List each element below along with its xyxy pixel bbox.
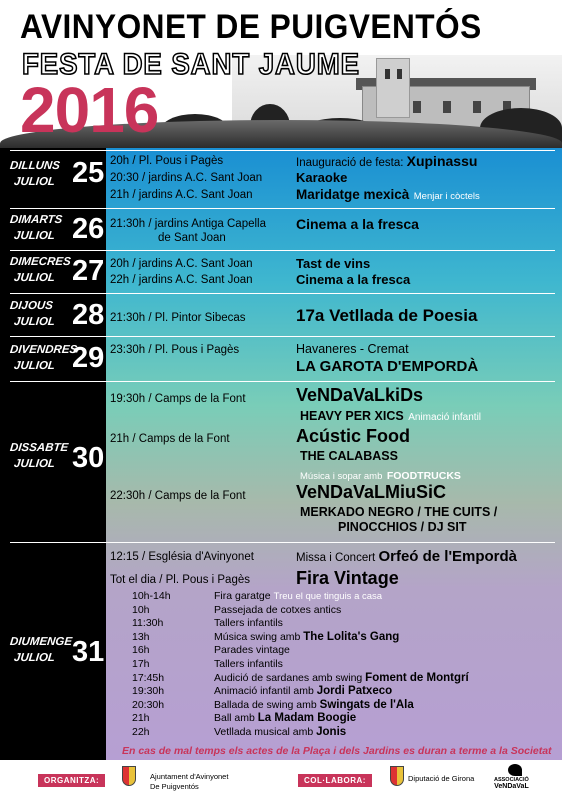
fira-item-time: 21h bbox=[132, 712, 150, 725]
fira-item-time: 17h bbox=[132, 658, 150, 670]
event-note: Animació infantil bbox=[408, 412, 482, 423]
event-title: Xupinassu bbox=[406, 153, 478, 169]
fira-item-time: 10h-14h bbox=[132, 590, 171, 602]
event-note: Música i sopar amb bbox=[300, 471, 383, 482]
fira-item-performer: Jonis bbox=[316, 726, 347, 738]
fira-item-performer: Swingats de l'Ala bbox=[319, 698, 414, 711]
day-separator bbox=[10, 336, 555, 337]
poster-footer bbox=[0, 760, 562, 800]
event-title: Orfeó de l'Empordà bbox=[378, 548, 518, 565]
fira-item-time: 11:30h bbox=[132, 617, 164, 630]
fira-item-text: Música swing amb bbox=[214, 630, 304, 643]
fira-item-text: Ball amb bbox=[214, 712, 258, 725]
fira-item bbox=[214, 631, 399, 643]
event bbox=[296, 153, 477, 171]
fira-item bbox=[214, 672, 469, 684]
fira-item-text: Ballada de swing amb bbox=[214, 698, 320, 711]
organitza-tag: ORGANITZA: bbox=[38, 774, 105, 787]
day-name: DIJOUS bbox=[9, 300, 54, 312]
fira-item bbox=[214, 685, 392, 697]
event-title: Cinema a la fresca bbox=[296, 272, 411, 287]
event-title: Fira Vintage bbox=[296, 568, 399, 588]
event-title: VeNDaVaLMiuSiC bbox=[296, 482, 447, 502]
event-title: Cinema a la fresca bbox=[296, 216, 419, 232]
event-prefix: Missa i Concert bbox=[296, 552, 379, 564]
day-name: DIMARTS bbox=[9, 214, 63, 226]
day-number: 27 bbox=[72, 255, 105, 287]
fira-item-text: Tallers infantils bbox=[214, 617, 283, 630]
event-time: 21:30h / Pl. Pintor Sibecas bbox=[110, 312, 246, 324]
day-month: JULIOL bbox=[13, 316, 56, 328]
schedule bbox=[0, 148, 562, 760]
poster-title: AVINYONET DE PUIGVENTÓS bbox=[20, 8, 482, 46]
day-month: JULIOL bbox=[13, 652, 56, 664]
day-separator bbox=[10, 150, 555, 151]
fira-item-time: 13h bbox=[132, 630, 150, 643]
day-number: 28 bbox=[72, 299, 105, 331]
fira-item bbox=[214, 604, 341, 616]
day-name: DILLUNS bbox=[9, 160, 61, 172]
day-separator bbox=[10, 293, 555, 294]
event-title: Karaoke bbox=[296, 170, 348, 185]
event-subtitle: MERKADO NEGRO / THE CUITS / bbox=[300, 505, 498, 519]
fira-item-time: 19:30h bbox=[132, 685, 165, 698]
fira-item-text: Vetllada musical amb bbox=[214, 726, 317, 738]
event-time-cont: de Sant Joan bbox=[158, 232, 226, 244]
event-time: 22h / jardins A.C. Sant Joan bbox=[110, 274, 253, 286]
day-month: JULIOL bbox=[13, 176, 56, 188]
col-labora-tag: COL·LABORA: bbox=[298, 774, 372, 787]
fira-item-time: 20:30h bbox=[132, 698, 165, 711]
day-name: DIUMENGE bbox=[9, 636, 73, 648]
associacio-line2: VeNDaVaL bbox=[494, 783, 529, 791]
day-name: DIVENDRES bbox=[9, 344, 78, 356]
event-title: Maridatge mexicà bbox=[296, 187, 410, 202]
event-time: 22:30h / Camps de la Font bbox=[110, 490, 246, 502]
fira-item bbox=[214, 658, 283, 670]
event-title: Tast de vins bbox=[296, 256, 371, 271]
fira-item-time: 22h bbox=[132, 726, 150, 738]
event bbox=[296, 548, 517, 566]
event bbox=[296, 186, 480, 204]
event-sub bbox=[300, 407, 481, 425]
fira-item-time: 17:45h bbox=[132, 671, 165, 684]
fira-item bbox=[214, 726, 346, 738]
fira-item bbox=[214, 617, 283, 629]
day-separator bbox=[10, 542, 555, 543]
event-note-bold: FOODTRUCKS bbox=[386, 470, 461, 482]
event-title: LA GAROTA D'EMPORDÀ bbox=[296, 358, 479, 375]
event-time: 20h / Pl. Pous i Pagès bbox=[110, 155, 224, 167]
associacio-label bbox=[494, 777, 529, 791]
fira-item-performer: La Madam Boogie bbox=[257, 712, 357, 725]
fira-item-text: Fira garatge bbox=[214, 590, 271, 602]
event-time: 20:30 / jardins A.C. Sant Joan bbox=[110, 172, 263, 184]
event-time: 12:15 / Església d'Avinyonet bbox=[110, 551, 254, 563]
poster-header bbox=[0, 0, 562, 148]
day-number: 30 bbox=[72, 442, 105, 474]
event-time: 20h / jardins A.C. Sant Joan bbox=[110, 258, 253, 270]
day-separator bbox=[10, 208, 555, 209]
event-note: Menjar i còctels bbox=[413, 191, 480, 202]
day-month: JULIOL bbox=[13, 360, 56, 372]
ajuntament-line2: De Puigventós bbox=[150, 782, 199, 791]
day-month: JULIOL bbox=[13, 458, 56, 470]
fira-item-time: 16h bbox=[132, 644, 150, 657]
fira-item bbox=[214, 590, 382, 602]
day-number: 29 bbox=[72, 342, 105, 374]
event-title: VeNDaVaLkiDs bbox=[296, 385, 424, 405]
diputacio-shield-icon bbox=[390, 766, 404, 786]
fira-item-performer: Foment de Montgrí bbox=[365, 671, 469, 684]
fira-item-note: Treu el que tinguis a casa bbox=[273, 591, 383, 602]
diputacio-label: Diputació de Girona bbox=[408, 774, 475, 783]
event-time: 19:30h / Camps de la Font bbox=[110, 393, 246, 405]
event-title: 17a Vetllada de Poesia bbox=[296, 306, 478, 325]
fira-item-text: Parades vintage bbox=[214, 644, 290, 657]
day-number: 26 bbox=[72, 213, 105, 245]
event-subtitle: PINOCCHIOS / DJ SIT bbox=[338, 520, 467, 534]
event-subtitle: HEAVY PER XICS bbox=[300, 409, 404, 423]
fira-item-performer: The Lolita's Gang bbox=[303, 630, 400, 643]
fira-item-text: Audició de sardanes amb swing bbox=[214, 671, 366, 684]
ajuntament-line1: Ajuntament d'Avinyonet bbox=[150, 772, 229, 781]
event-time: 21h / Camps de la Font bbox=[110, 433, 230, 445]
poster-subtitle: FESTA DE SANT JAUME bbox=[22, 48, 360, 81]
associacio-line1: ASSOCIACIÓ bbox=[494, 777, 529, 783]
event-time: Tot el dia / Pl. Pous i Pagès bbox=[110, 574, 250, 586]
weather-note: En cas de mal temps els actes de la Plaça i dels Jardins es duran a terme a la Societat bbox=[122, 745, 552, 757]
fira-item bbox=[214, 644, 290, 656]
event-time: 21:30h / jardins Antiga Capella bbox=[110, 218, 266, 230]
day-name: DISSABTE bbox=[9, 442, 69, 454]
fira-item bbox=[214, 712, 356, 724]
event-title: Acústic Food bbox=[296, 426, 411, 446]
bell-tower-illustration bbox=[376, 58, 410, 118]
day-month: JULIOL bbox=[13, 230, 56, 242]
day-number: 25 bbox=[72, 157, 105, 189]
event-time: 21h / jardins A.C. Sant Joan bbox=[110, 189, 253, 201]
event-subtitle: THE CALABASS bbox=[300, 449, 398, 463]
day-number: 31 bbox=[72, 636, 105, 668]
fira-item bbox=[214, 699, 414, 711]
fira-item-text: Tallers infantils bbox=[214, 658, 283, 670]
day-separator bbox=[10, 250, 555, 251]
day-name: DIMECRES bbox=[9, 256, 72, 268]
fira-item-performer: Jordi Patxeco bbox=[316, 685, 393, 698]
poster-year: 2016 bbox=[20, 74, 159, 146]
day-separator bbox=[10, 381, 555, 382]
ajuntament-shield-icon bbox=[122, 766, 136, 786]
event-prefix: Inauguració de festa: bbox=[296, 157, 407, 169]
event-time: 23:30h / Pl. Pous i Pagès bbox=[110, 344, 240, 356]
fira-item-time: 10h bbox=[132, 603, 150, 616]
vendaval-logo-icon bbox=[508, 764, 522, 776]
fira-item-text: Animació infantil amb bbox=[214, 685, 317, 698]
event-prefix: Havaneres - Cremat bbox=[296, 342, 409, 356]
fira-item-text: Passejada de cotxes antics bbox=[214, 603, 342, 616]
day-month: JULIOL bbox=[13, 272, 56, 284]
